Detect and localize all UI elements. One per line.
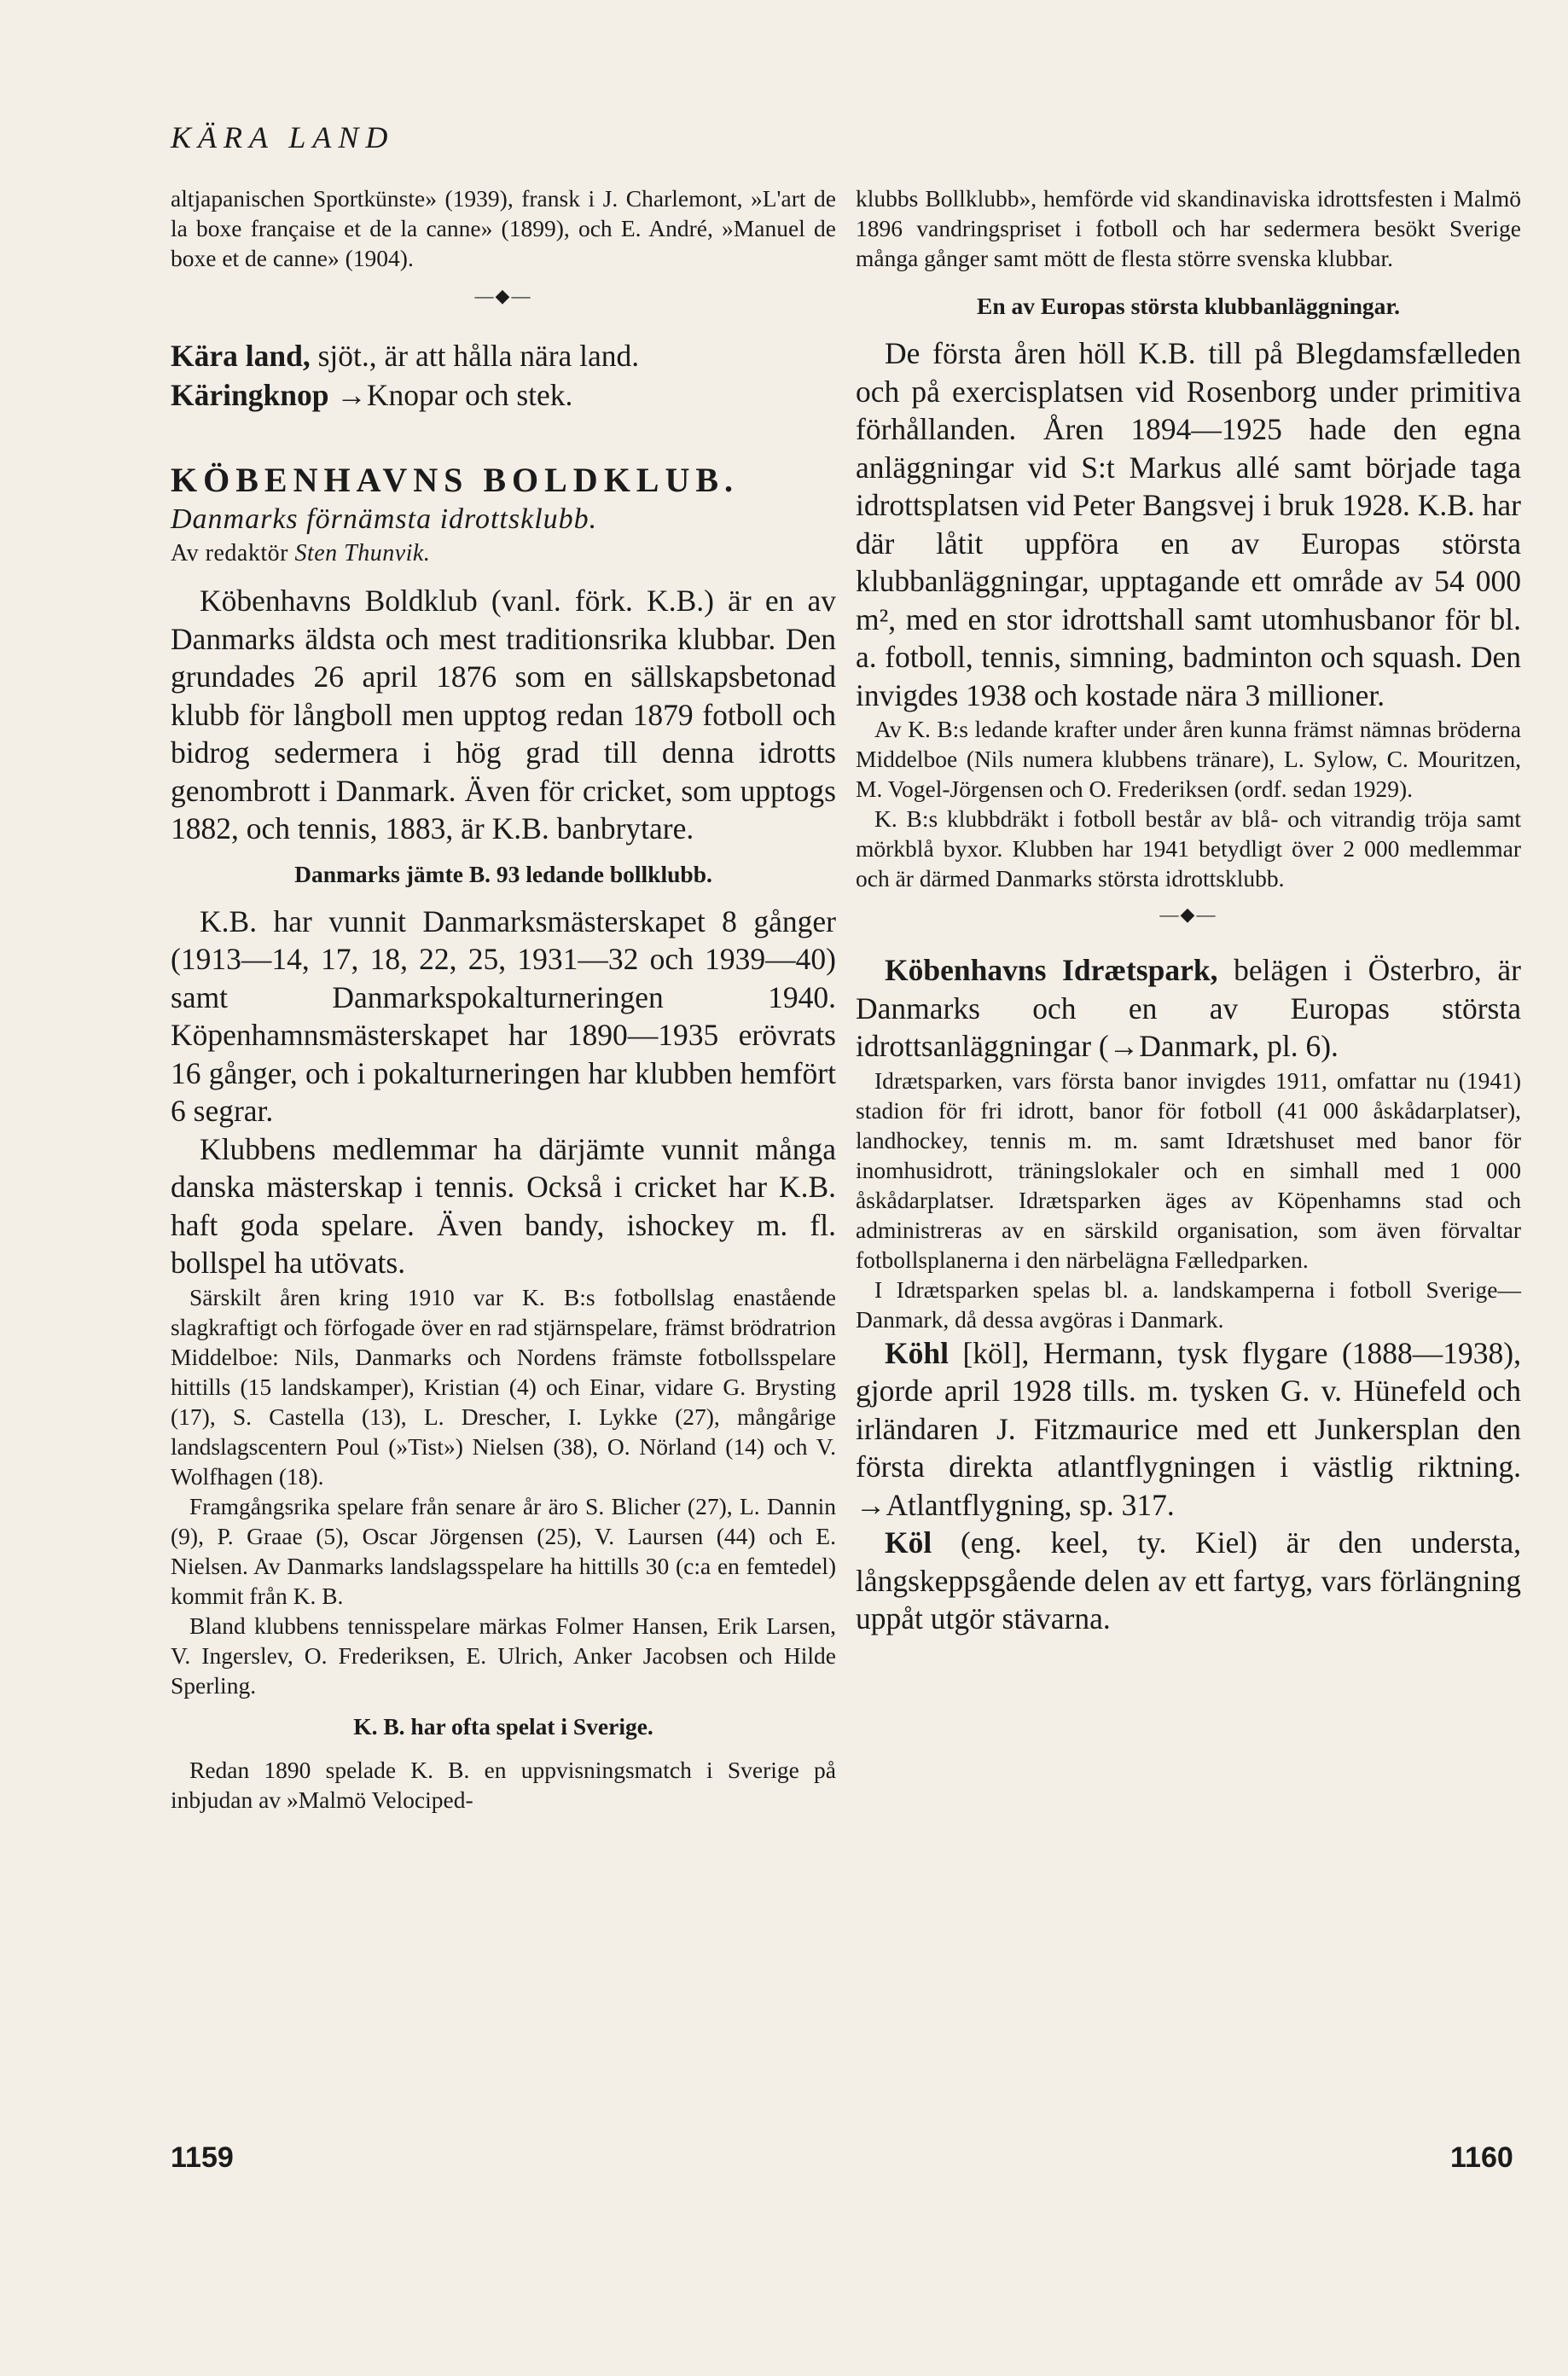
- section-heading: K. B. har ofta spelat i Sverige.: [353, 1712, 653, 1740]
- article-paragraph: Köbenhavns Boldklub (vanl. förk. K.B.) är en av Danmarks äldsta och mest traditionsrika klubbar. Den grundades 26 april 1876 som en sällskapsbetonad klubb för långboll men upptog redan 1879 fotboll och bidrog sedermera i hög grad till denna idrotts genombrott i Danmark. Även för cricket, som upptogs 1882, och tennis, 1883, är K.B. banbrytare.: [171, 584, 836, 845]
- article-paragraph: De första åren höll K.B. till på Blegdamsfælleden och på exercisplatsen vid Rosenborg under primitiva förhållanden. Åren 1894—1925 hade den egna anläggningar vid S:t Markus allé samt började taga idrottsplatsen vid Peter Bangsvej i bruk 1928. K.B. har där låtit uppföra en av Europas största klubbanläggningar, upptagande ett område av 54 000 m², med en stor idrottshall samt utomhusbanor för bl. a. fotboll, tennis, simning, badminton och squash. Den invigdes 1938 och kostade nära 3 millioner.: [856, 336, 1521, 712]
- byline-prefix: Av redaktör: [171, 540, 295, 566]
- entry-term: Käringknop: [171, 378, 329, 412]
- small-paragraph: I Idrætsparken spelas bl. a. landskamperna i fotboll Sverige—Danmark, då dessa avgöras i Danmark.: [856, 1275, 1521, 1333]
- small-paragraph: klubbs Bollklubb», hemförde vid skandinaviska idrottsfesten i Malmö 1896 vandringspriset i fotboll och har sedermera besökt Sverige många gånger samt mött de flesta större svenska klubbar.: [856, 185, 1521, 271]
- byline: [171, 537, 836, 570]
- entry-text: belägen i Österbro, är Danmarks och en av Europas största idrottsanläggningar (→Danmark, pl. 6).: [856, 953, 1521, 1063]
- entry-text: [köl], Hermann, tysk flygare (1888—1938), gjorde april 1928 tills. m. tysken G. v. Hünefeld och irländaren J. Fitzmaurice med ett Junkersplan den första direkta atlantflygningen i västlig riktning. →Atlantflygning, sp. 317.: [856, 1335, 1521, 1522]
- small-paragraph: Av K. B:s ledande krafter under åren kunna främst nämnas bröderna Middelboe (Nils numera klubbens tränare), L. Sylow, C. Mouritzen, M. Vogel-Jörgensen och O. Frederiksen (ordf. sedan 1929).: [856, 716, 1521, 802]
- entry-term: Köbenhavns Idrætspark,: [885, 953, 1218, 987]
- page-number-left: 1159: [171, 2141, 234, 2174]
- small-paragraph: Bland klubbens tennisspelare märkas Folmer Hansen, Erik Larsen, V. Ingerslev, O. Frederiksen, E. Ulrich, Anker Jacobsen och Hilde Sperling.: [171, 1612, 836, 1699]
- entry-term: Köhl: [885, 1335, 949, 1370]
- entry-term: Kära land,: [171, 339, 311, 373]
- small-paragraph: Särskilt åren kring 1910 var K. B:s fotbollslag enastående slagkraftigt och förfogade över en rad stjärnspelare, främst brödratrion Middelboe: Nils, Danmarks och Nordens främste fotbollsspelare hittills (15 landskamper), Kristian (4) och Einar, vidare G. Brysting (17), S. Castella (13), L. Drescher, I. Lykke (27), mångårige landslagscentern Poul (»Tist») Nielsen (38), O. Nörland (14) och V. Wolfhagen (18).: [171, 1283, 836, 1490]
- byline-author: Sten Thunvik.: [294, 540, 431, 566]
- entry-text: →Knopar och stek.: [328, 378, 573, 412]
- divider-ornament: —◆—: [474, 285, 532, 306]
- intro-paragraph: altjapanischen Sportkünste» (1939), fransk i J. Charlemont, »L'art de la boxe française et de la canne» (1899), och E. André, »Manuel de boxe et de canne» (1904).: [171, 185, 836, 271]
- divider-ornament: —◆—: [1159, 903, 1217, 925]
- entry-kara-land: [171, 336, 836, 375]
- entry-text: sjöt., är att hålla nära land.: [310, 339, 640, 373]
- entry-text: (eng. keel, ty. Kiel) är den understa, långskeppsgående delen av ett fartyg, vars förlängning uppåt utgör stävarna.: [856, 1525, 1521, 1635]
- article-paragraph: Klubbens medlemmar ha därjämte vunnit många danska mästerskap i tennis. Också i cricket har K.B. haft goda spelare. Även bandy, ishockey m. fl. bollspel ha utövats.: [171, 1131, 836, 1280]
- left-column: [171, 183, 836, 1815]
- article-title: KÖBENHAVNS BOLDKLUB.: [171, 461, 740, 499]
- entry-idraetspark: [856, 951, 1521, 1066]
- small-paragraph: K. B:s klubbdräkt i fotboll består av blå- och vitrandig tröja samt mörkblå byxor. Klubben har 1941 betydligt över 2 000 medlemmar och är därmed Danmarks största idrottsklubb.: [856, 805, 1521, 892]
- entry-term: Köl: [885, 1525, 932, 1560]
- entry-kol: [856, 1524, 1521, 1638]
- small-paragraph: Idrætsparken, vars första banor invigdes 1911, omfattar nu (1941) stadion för fri idrott, banor för fotboll (41 000 åskådarplatser), landhockey, tennis m. m. samt Idrætshuset med banor för inomhusidrott, träningslokaler och en simhall med 1 000 åskådarplatser. Idrætsparken äges av Köpenhamns stad och administreras av en särskild organisation, som även förvaltar fotbollsplanerna i den närbelägna Fælledparken.: [856, 1066, 1521, 1273]
- small-paragraph: Redan 1890 spelade K. B. en uppvisningsmatch i Sverige på inbjudan av »Malmö Velociped-: [171, 1756, 836, 1813]
- small-paragraph: Framgångsrika spelare från senare år äro S. Blicher (27), L. Dannin (9), P. Graae (5), Oscar Jörgensen (25), V. Laursen (44) och E. Nielsen. Av Danmarks landslagsspelare ha hittills 30 (c:a en femtedel) kommit från K. B.: [171, 1492, 836, 1609]
- right-column: [856, 183, 1521, 1638]
- page-number-right: 1160: [1450, 2141, 1513, 2174]
- entry-kohl: [856, 1334, 1521, 1525]
- section-heading: En av Europas största klubbanläggningar.: [977, 293, 1400, 319]
- article-subtitle: Danmarks förnämsta idrottsklubb.: [171, 503, 598, 535]
- section-heading: Danmarks jämte B. 93 ledande bollklubb.: [294, 860, 712, 887]
- entry-karingknop: [171, 375, 836, 415]
- running-head: KÄRA LAND: [171, 120, 395, 154]
- article-paragraph: K.B. har vunnit Danmarksmästerskapet 8 gånger (1913—14, 17, 18, 22, 25, 1931—32 och 1939—40) samt Danmarkspokalturneringen 1940. Köpenhamnsmästerskapet har 1890—1935 erövrats 16 gånger, och i pokalturneringen har klubben hemfört 6 segrar.: [171, 903, 836, 1128]
